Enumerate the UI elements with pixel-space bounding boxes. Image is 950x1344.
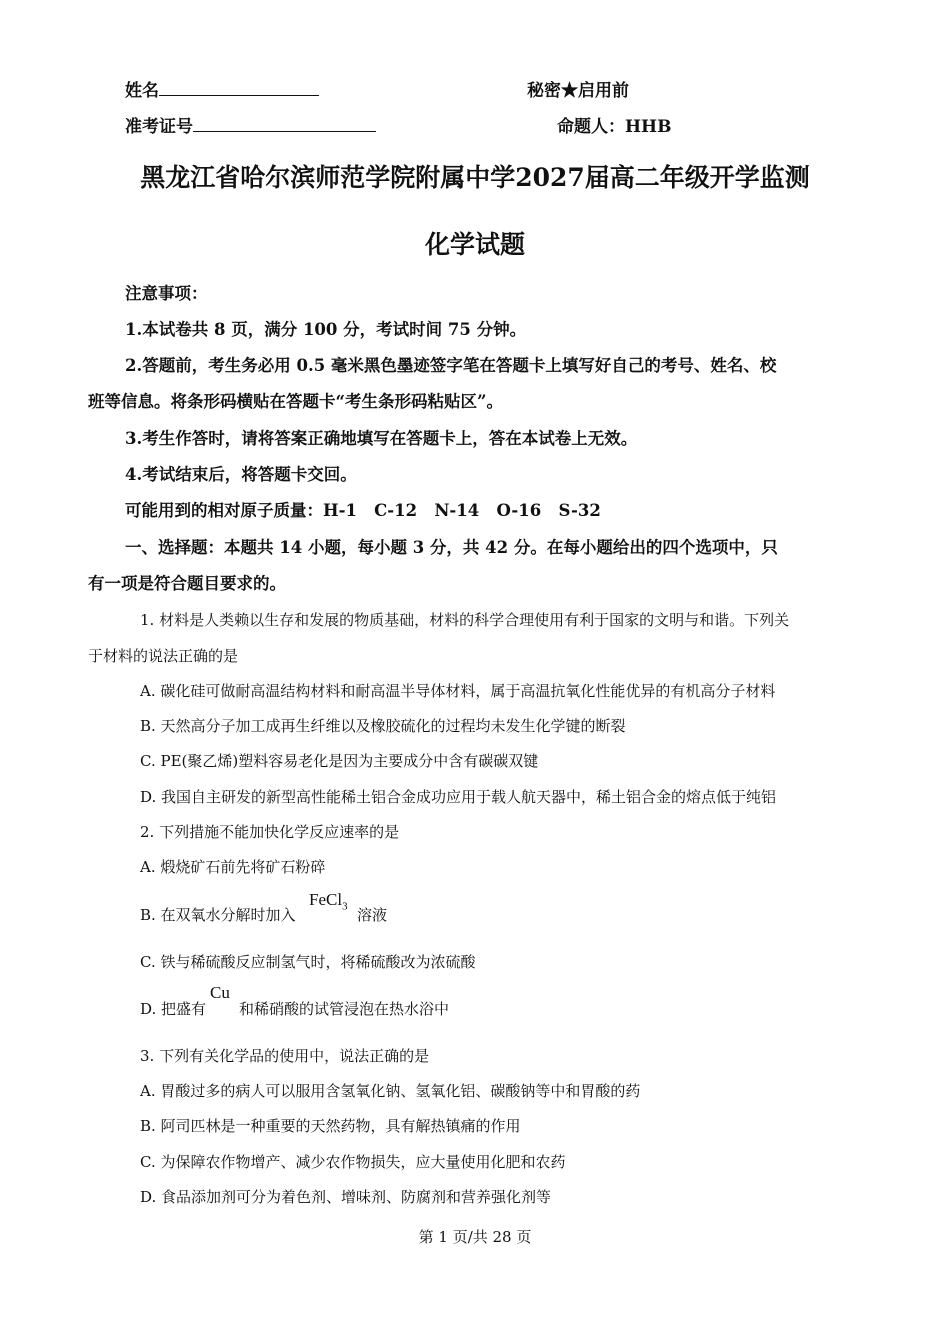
q2-option-c: C. 铁与稀硫酸反应制氢气时，将稀硫酸改为浓硫酸 (140, 953, 476, 971)
note-item-2-cont: 班等信息。将条形码横贴在答题卡“考生条形码粘贴区”。 (88, 392, 503, 411)
exam-id-blank-line (193, 116, 376, 132)
q3-option-b: B. 阿司匹林是一种重要的天然药物，具有解热镇痛的作用 (140, 1117, 521, 1135)
q3-option-a: A. 胃酸过多的病人可以服用含氢氧化钠、氢氧化铝、碳酸钠等中和胃酸的药 (140, 1082, 641, 1100)
secret-label: 秘密★启用前 (527, 81, 629, 101)
q2-option-a: A. 煅烧矿石前先将矿石粉碎 (140, 858, 326, 876)
author-label: 命题人：HHB (557, 117, 672, 137)
q1-option-d: D. 我国自主研发的新型高性能稀土铝合金成功应用于载人航天器中，稀土铝合金的熔点低于纯铝 (140, 788, 777, 806)
atomic-masses: 可能用到的相对原子质量：H-1 C-12 N-14 O-16 S-32 (125, 501, 601, 520)
note-item-3: 3.考生作答时，请将答案正确地填写在答题卡上，答在本试卷上无效。 (125, 429, 638, 448)
q1-stem: 1. 材料是人类赖以生存和发展的物质基础，材料的科学合理使用有利于国家的文明与和谐。下列关 (140, 611, 790, 629)
note-item-2: 2.答题前，考生务必用 0.5 毫米黑色墨迹签字笔在答题卡上填写好自己的考号、姓名、校 (125, 356, 777, 375)
name-label: 姓名 (125, 81, 159, 101)
q3-option-d: D. 食品添加剂可分为着色剂、增味剂、防腐剂和营养强化剂等 (140, 1188, 552, 1206)
fecl3-formula-sub: 3 (342, 900, 348, 913)
q2-stem: 2. 下列措施不能加快化学反应速率的是 (140, 823, 400, 841)
page-title: 黑龙江省哈尔滨师范学院附属中学2027届高二年级开学监测 (140, 163, 810, 192)
q2-option-d-suffix: 和稀硝酸的试管浸泡在热水浴中 (239, 1000, 450, 1018)
q1-option-c: C. PE(聚乙烯)塑料容易老化是因为主要成分中含有碳碳双键 (140, 752, 539, 770)
q1-option-a: A. 碳化硅可做耐高温结构材料和耐高温半导体材料，属于高温抗氧化性能优异的有机高分子材料 (140, 682, 776, 700)
q2-option-d: D. 把盛有 (140, 1000, 207, 1018)
page-number: 第 1 页/共 28 页 (418, 1228, 532, 1246)
exam-id-field (125, 112, 376, 137)
notes-heading: 注意事项： (125, 284, 208, 303)
section-heading-cont: 有一项是符合题目要求的。 (88, 574, 286, 593)
q2-option-b-text: B. 在双氧水分解时加入 (140, 906, 296, 924)
fecl3-formula-main: FeCl (309, 890, 343, 909)
cu-formula: Cu (210, 983, 230, 1002)
note-item-4: 4.考试结束后，将答题卡交回。 (125, 465, 357, 484)
q2-option-b (140, 904, 296, 925)
note-item-1: 1.本试卷共 8 页，满分 100 分，考试时间 75 分钟。 (125, 320, 527, 339)
section-heading: 一、选择题：本题共 14 小题，每小题 3 分，共 42 分。在每小题给出的四个选项中，只 (125, 538, 778, 557)
q1-stem-cont: 于材料的说法正确的是 (88, 647, 239, 665)
q3-stem: 3. 下列有关化学品的使用中，说法正确的是 (140, 1047, 430, 1065)
exam-id-label: 准考证号 (125, 117, 193, 137)
page-subtitle: 化学试题 (424, 230, 525, 259)
q1-option-b: B. 天然高分子加工成再生纤维以及橡胶硫化的过程均未发生化学键的断裂 (140, 717, 626, 735)
fecl3-formula (309, 890, 348, 912)
name-blank-line (159, 80, 319, 96)
q3-option-c: C. 为保障农作物增产、减少农作物损失，应大量使用化肥和农药 (140, 1153, 566, 1171)
name-field (125, 76, 319, 101)
q2-option-b-suffix: 溶液 (357, 906, 388, 924)
